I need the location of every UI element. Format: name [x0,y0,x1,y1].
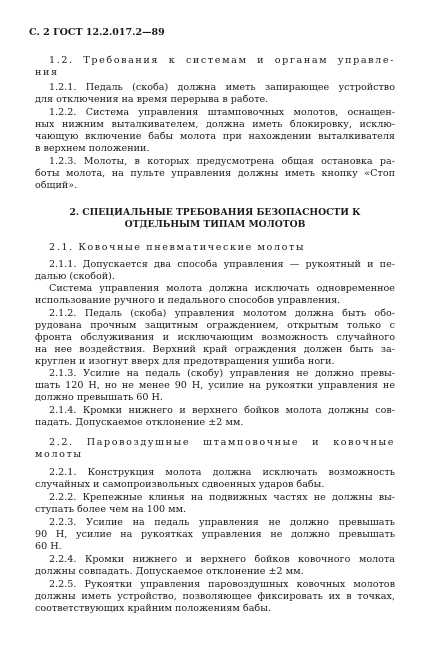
paragraph-line: 60 Н. [35,541,62,552]
paragraph-line: 90 Н, усилие на рукоятках управления не должно превышать [35,529,395,540]
paragraph-line: Система управления молота должна исключать одновременное [49,283,395,294]
paragraph-line: в верхнем положении. [35,143,150,154]
paragraph-line: падать. Допускаемое отклонение ±2 мм. [35,417,244,428]
paragraph-line: соответствующих крайним положениям бабы. [35,603,271,614]
paragraph-line: 2.1.1. Допускается два способа управления — рукоятный и пе- [49,259,395,270]
paragraph-line: должны совпадать. Допускаемое отклонение ±2 мм. [35,566,304,577]
section-title-cont: ОТДЕЛЬНЫМ ТИПАМ МОЛОТОВ [124,219,306,230]
paragraph-line: 1.2.1. Педаль (скоба) должна иметь запирающее устройство [49,82,395,93]
paragraph-line: 2.2.2. Крепежные клинья на подвижных частях не должны вы- [49,492,395,503]
paragraph-line: должны иметь устройство, позволяющее фиксировать их в точках, [35,591,395,602]
paragraph-line: далью (скобой). [35,271,115,282]
paragraph-line: использование ручного и педального способов управления. [35,295,341,306]
subsection-heading: 1.2. Требования к системам и органам управле- [49,55,395,66]
paragraph-line: 2.1.2. Педаль (скоба) управления молотом должна быть обо- [49,308,395,319]
paragraph-line: случайных и самопроизвольных сдвоенных ударов бабы. [35,479,325,490]
paragraph-line: чающую включение бабы молота при нахождении выталкивателя [35,131,395,142]
paragraph-line: должно превышать 60 Н. [35,392,163,403]
subsection-heading: 2.1. Ковочные пневматические молоты [49,242,306,253]
subsection-heading-cont: молоты [35,449,83,460]
paragraph-line: 2.2.1. Конструкция молота должна исключать возможность [49,467,395,478]
paragraph-line: ных нижним выталкивателем, должна иметь блокировку, исклю- [35,119,395,130]
paragraph-line: 2.1.4. Кромки нижнего и верхнего бойков молота должны сов- [49,405,395,416]
paragraph-line: на нее воздействия. Верхний край ограждения должен быть за- [35,344,395,355]
paragraph-line: 2.2.3. Усилие на педаль управления не должно превышать [49,517,395,528]
paragraph-line: 2.2.4. Кромки нижнего и верхнего бойков ковочного молота [49,554,395,565]
paragraph-line: 2.2.5. Рукоятки управления паровоздушных ковочных молотов [49,579,395,590]
subsection-heading: 2.2. Паровоздушные штамповочные и ковочные [49,437,395,448]
paragraph-line: общий». [35,180,78,191]
paragraph-line: для отключения на время перерыва в работе. [35,94,269,105]
paragraph-line: рудована прочным защитным ограждением, открытым только с [35,320,395,331]
paragraph-line: 1.2.3. Молоты, в которых предусмотрена общая остановка ра- [49,156,395,167]
paragraph-line: 2.1.3. Усилие на педаль (скобу) управления не должно превы- [49,368,395,379]
paragraph-line: фронта обслуживания и исключающим возможность случайного [35,332,395,343]
paragraph-line: ступать более чем на 100 мм. [35,504,187,515]
paragraph-line: боты молота, на пульте управления должны иметь кнопку «Стоп [35,168,395,179]
paragraph-line: шать 120 Н, но не менее 90 Н, усилие на рукоятки управления не [35,380,395,391]
subsection-heading-cont: ния [35,67,59,78]
section-title: 2. СПЕЦИАЛЬНЫЕ ТРЕБОВАНИЯ БЕЗОПАСНОСТИ К [69,207,361,218]
paragraph-line: круглен и изогнут вверх для предотвращения ушиба ноги. [35,356,335,367]
page-header: С. 2 ГОСТ 12.2.017.2—89 [29,27,165,38]
paragraph-line: 1.2.2. Система управления штамповочных молотов, оснащен- [49,107,395,118]
